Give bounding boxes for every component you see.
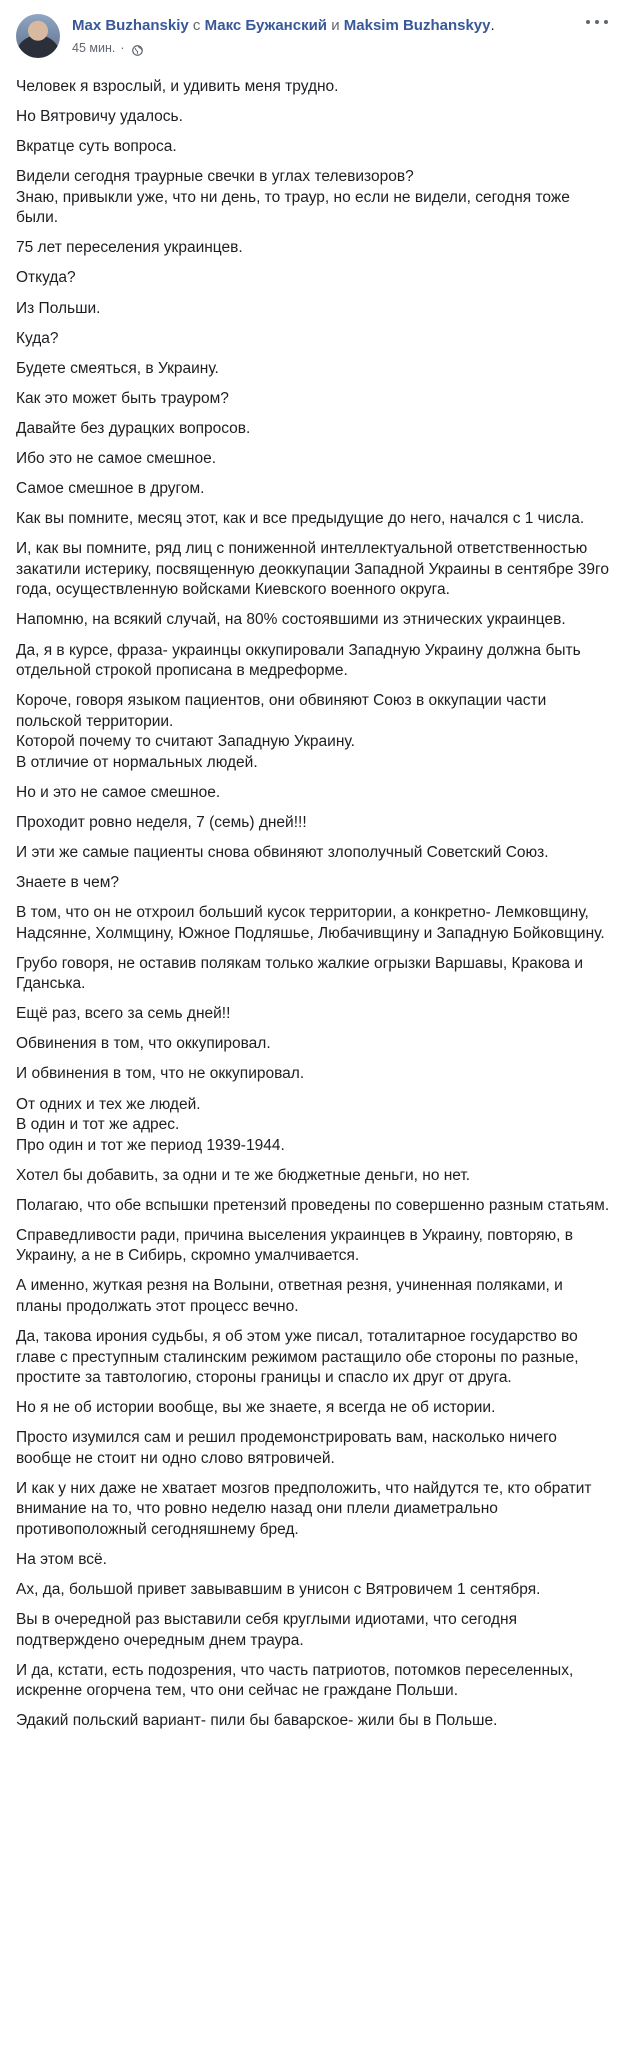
post-paragraph: Просто изумился сам и решил продемонстрировать вам, насколько ничего вообще не стоит ни одно слово вятровичей. <box>16 1429 557 1467</box>
post-paragraph: Куда? <box>16 329 59 347</box>
post-paragraph: Как это может быть трауром? <box>16 389 229 407</box>
post-paragraph: Из Польши. <box>16 299 101 317</box>
post-paragraph: В том, что он не отхроил больший кусок территории, а конкретно- Лемковщину, Надсянне, Холмщину, Южное Подляшье, Любачивщину и Западную Бойковщину. <box>16 904 605 942</box>
post-authors-line <box>72 16 610 36</box>
header-tail: . <box>490 17 495 34</box>
post-paragraph: Грубо говоря, не оставив полякам только жалкие огрызки Варшавы, Кракова и Гданська. <box>16 954 584 993</box>
post-paragraph: Ах, да, большой привет завывавшим в унисон с Вятровичем 1 сентября. <box>16 1580 541 1598</box>
globe-icon[interactable] <box>132 43 143 54</box>
tagged-user-link-2[interactable]: Maksim Buzhanskyy <box>343 17 491 34</box>
more-options-icon[interactable] <box>586 14 608 30</box>
post-paragraph: Да, такова ирония судьбы, я об этом уже писал, тоталитарное государство во главе с преступным сталинским режимом растащило обе стороны по разные, простите за тавтологию, стороны границы и спасло их друг от друга. <box>16 1328 579 1386</box>
post-paragraph: Полагаю, что обе вспышки претензий проведены по совершенно разным статьям. <box>16 1196 610 1214</box>
post-paragraph: Вкратце суть вопроса. <box>16 138 177 156</box>
post-paragraph: Ибо это не самое смешное. <box>16 450 216 468</box>
post-paragraph: От одних и тех же людей. В один и тот же адрес. Про один и тот же период 1939-1944. <box>16 1095 285 1154</box>
meta-separator: · <box>120 41 125 55</box>
post-paragraph: Короче, говоря языком пациентов, они обвиняют Союз в оккупации части польской территории. Которой почему то считают Западную Украину. В отличие от нормальных людей. <box>16 692 547 771</box>
post-paragraph: Но и это не самое смешное. <box>16 783 221 801</box>
post-paragraph: И обвинения в том, что не оккупировал. <box>16 1065 305 1083</box>
with-word: с <box>192 17 201 34</box>
post-paragraph: Вы в очередной раз выставили себя круглыми идиотами, что сегодня подтверждено очередным днем траура. <box>16 1611 517 1649</box>
post-header <box>16 14 610 66</box>
post-paragraph: Ещё раз, всего за семь дней!! <box>16 1005 231 1023</box>
post-paragraph: Самое смешное в другом. <box>16 480 205 498</box>
post-paragraph: 75 лет переселения украинцев. <box>16 239 243 257</box>
post-paragraph: Как вы помните, месяц этот, как и все предыдущие до него, начался с 1 числа. <box>16 510 585 528</box>
post-paragraph: Справедливости ради, причина выселения украинцев в Украину, повторяю, в Украину, а не в Сибирь, скромно умалчивается. <box>16 1226 574 1265</box>
post-header-text <box>72 14 610 57</box>
post-paragraph: И да, кстати, есть подозрения, что часть патриотов, потомков переселенных, искренне огорчена тем, что они сейчас не граждане Польши. <box>16 1661 574 1700</box>
post-body <box>16 77 610 1732</box>
post-paragraph: Эдакий польский вариант- пили бы баварское- жили бы в Польше. <box>16 1712 498 1730</box>
more-dot <box>604 20 608 24</box>
more-dot <box>595 20 599 24</box>
post-meta-line <box>72 39 610 57</box>
post-paragraph: А именно, жуткая резня на Волыни, ответная резня, учиненная поляками, и планы продолжать этот процесс вечно. <box>16 1277 563 1315</box>
post-paragraph: И эти же самые пациенты снова обвиняют злополучный Советский Союз. <box>16 843 549 861</box>
post-paragraph: Давайте без дурацких вопросов. <box>16 419 251 437</box>
post-paragraph: Напомню, на всякий случай, на 80% состоявшими из этнических украинцев. <box>16 611 566 629</box>
post-paragraph: Обвинения в том, что оккупировал. <box>16 1035 271 1053</box>
post-paragraph: Откуда? <box>16 269 76 287</box>
post-paragraph: Проходит ровно неделя, 7 (семь) дней!!! <box>16 813 307 831</box>
post-paragraph: Хотел бы добавить, за одни и те же бюджетные деньги, но нет. <box>16 1166 471 1184</box>
post-paragraph: Человек я взрослый, и удивить меня трудно. <box>16 78 339 95</box>
post-paragraph: Да, я в курсе, фраза- украинцы оккупировали Западную Украину должна быть отдельной строкой прописана в медреформе. <box>16 641 581 679</box>
post-paragraph: Знаете в чем? <box>16 873 120 891</box>
post-timestamp-link[interactable]: 45 мин. <box>72 41 116 55</box>
post-paragraph: Но я не об истории вообще, вы же знаете, я всегда не об истории. <box>16 1399 496 1417</box>
author-avatar[interactable] <box>16 14 60 58</box>
post-paragraph: Но Вятровичу удалось. <box>16 108 183 126</box>
post-paragraph: На этом всё. <box>16 1550 107 1568</box>
post-paragraph: И, как вы помните, ряд лиц с пониженной интеллектуальной ответственностью закатили истерику, посвященную деоккупации Западной Украины в сентябре 39го года, осуществленную войсками Киевского военного округа. <box>16 540 609 599</box>
post-paragraph: И как у них даже не хватает мозгов предположить, что найдутся те, кто обратит внимание на то, что ровно неделю назад они плели диаметрально противоположный сегодняшнему бред. <box>16 1479 592 1538</box>
post-paragraph: Видели сегодня траурные свечки в углах телевизоров? Знаю, привыкли уже, что ни день, то траур, но если не видели, сегодня тоже были. <box>16 168 570 227</box>
more-dot <box>586 20 590 24</box>
and-word: и <box>331 17 340 34</box>
post-paragraph: Будете смеяться, в Украину. <box>16 359 219 377</box>
tagged-user-link-1[interactable]: Макс Бужанский <box>204 17 328 34</box>
author-name-link[interactable]: Max Buzhanskiy <box>72 17 189 34</box>
